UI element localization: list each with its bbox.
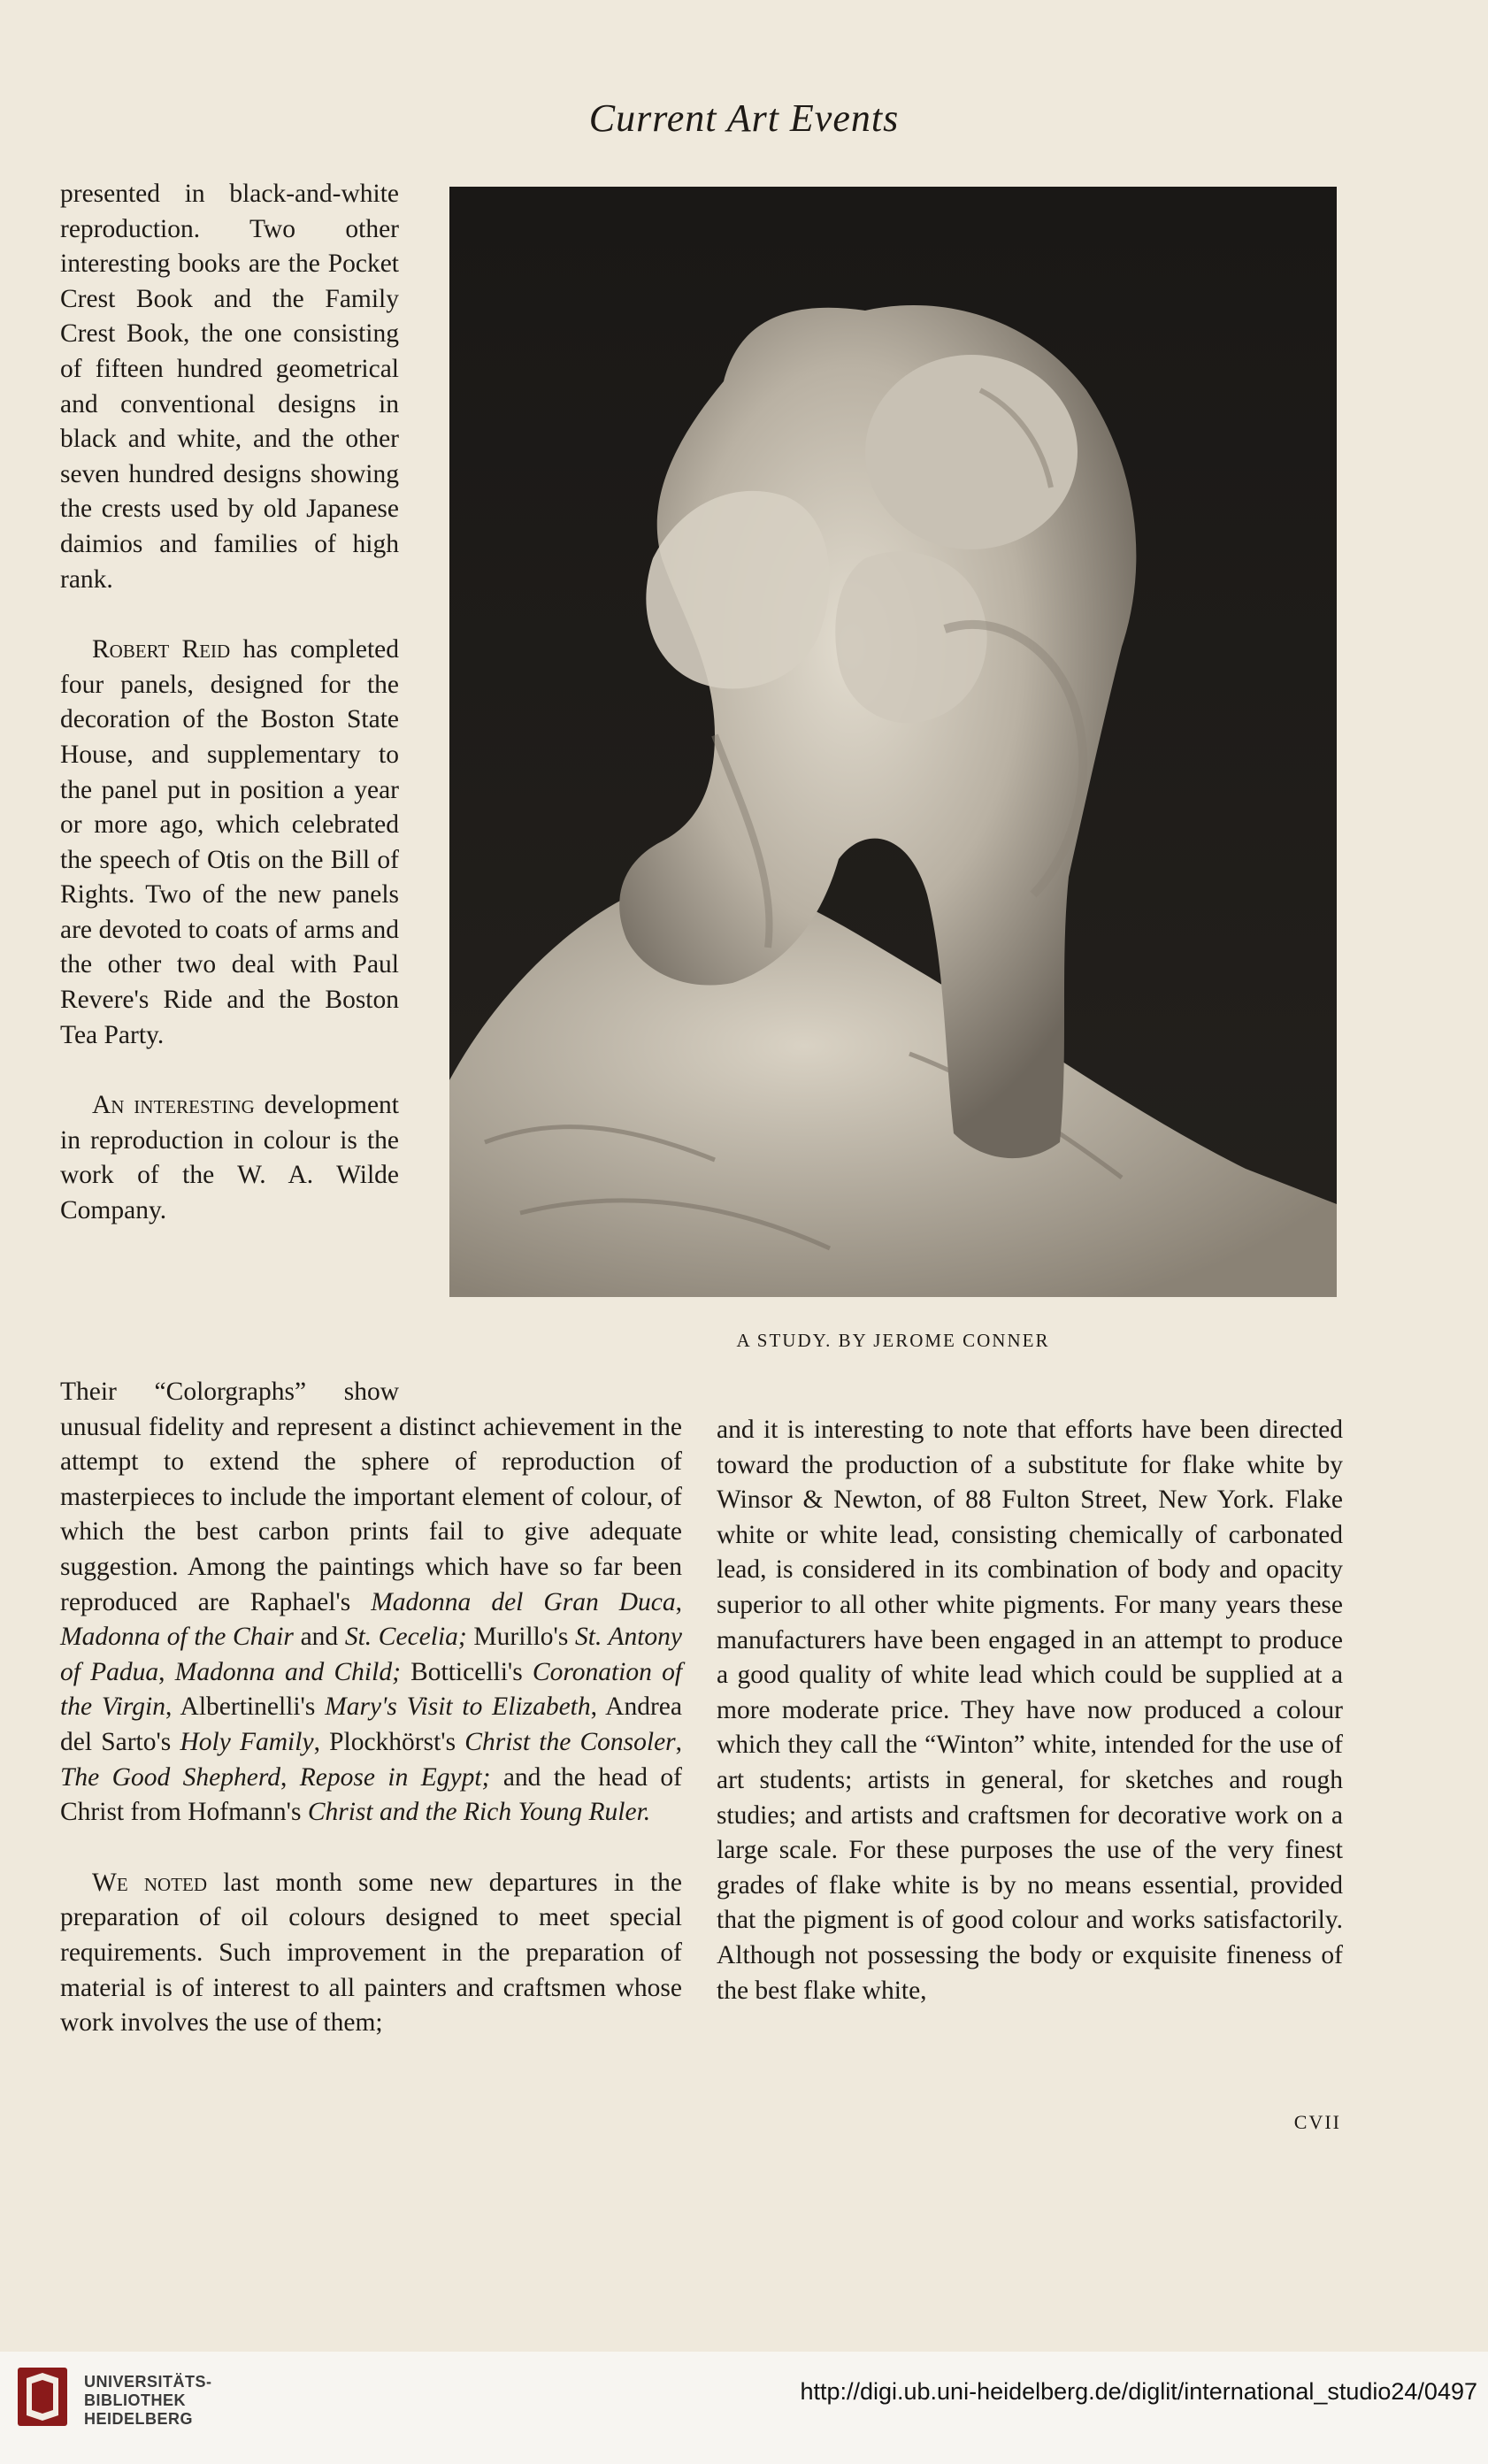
sculpture-image (449, 187, 1337, 1297)
paragraph-oil-colours: We noted last month some new departures in the preparation of oil colours designed to meet special requirements. Such improvement in the preparation of material is of interest to all painters and craftsmen whose work involves the use of them; (60, 1868, 682, 2038)
running-head: Current Art Events (588, 96, 900, 140)
right-column-bottom (717, 1413, 1343, 2008)
source-url-link[interactable]: http://digi.ub.uni-heidelberg.de/diglit/international_studio24/0497 (800, 2378, 1477, 2405)
page-number: CVII (1293, 2111, 1341, 2133)
small-caps-lead: Robert Reid (92, 635, 231, 664)
paragraph-wilde-company: An interesting development in reproduction in colour is the work of the W. A. Wilde Company. (60, 1091, 400, 1225)
paragraph-paintings-list: unusual fidelity and represent a distinct achievement in the attempt to extend the sphere of reproduction of masterpieces to include the important element of colour, of which the best carbon prints fail to give adequate suggestion. Among the paintings which have so far been reproduced are Raphael's Madonna del Gran Duca, Madonna of the Chair and St. Cecelia; Murillo's St. Antony of Padua, Madonna and Child; Botticelli's Coronation of the Virgin, Albertinelli's Mary's Visit to Elizabeth, Andrea del Sarto's Holy Family, Plockhörst's Christ the Consoler, The Good Shepherd, Repose in Egypt; and the head of Christ from Hofmann's Christ and the Rich Young Ruler. (60, 1412, 683, 1827)
sculpture-photograph (449, 187, 1337, 1297)
library-logo-icon (16, 2362, 69, 2433)
paragraph-flake-white: and it is interesting to note that efforts have been directed toward the production of a substitute for flake white by Winsor & Newton, of 88 Fulton Street, New York. Flake white or white lead, consisting chemically of carbonated lead, is considered in its combination of body and opacity superior to all other white pigments. For many years these manufacturers have been engaged in an attempt to produce a good quality of white lead which could be supplied at a more moderate price. They have now produced a colour which they call the “Winton” white, intended for the use of art students; artists in general, for sketches and rough studies; and artists and craftsmen for decorative work on a large scale. For these purposes the use of the very finest grades of flake white is by no means essential, provided that the pigment is of good colour and works satisfactorily. Although not possessing the body or exquisite fineness of the best flake white, (717, 1416, 1343, 2005)
colorgraphs-line: Their “Colorgraphs” show (60, 1378, 399, 1406)
small-caps-lead: An interesting (92, 1091, 255, 1120)
paragraph-robert-reid: Robert Reid has completed four panels, designed for the decoration of the Boston State House, and supplementary to the panel put in position a year or more ago, which celebrated the speech of Otis on the Bill of Rights. Two of the new panels are devoted to coats of arms and the other two deal with Paul Revere's Ride and the Boston Tea Party. (60, 635, 399, 1049)
library-name: UNIVERSITÄTS- BIBLIOTHEK HEIDELBERG (84, 2373, 212, 2428)
paragraph-books: presented in black-and-white reproduction. Two other interesting books are the Pocket Crest Book and the Family Crest Book, the one consisting of fifteen hundred geometrical and conventional designs in black and white, and the other seven hundred designs showing the crests used by old Japanese daimios and families of high rank. (60, 180, 399, 594)
figure-caption: A STUDY. BY JEROME CONNER (736, 1330, 1050, 1351)
left-column-bottom (60, 1375, 682, 2041)
left-column-top (60, 177, 399, 1229)
digitization-footer (0, 2352, 1488, 2464)
small-caps-lead: We noted (92, 1868, 208, 1897)
